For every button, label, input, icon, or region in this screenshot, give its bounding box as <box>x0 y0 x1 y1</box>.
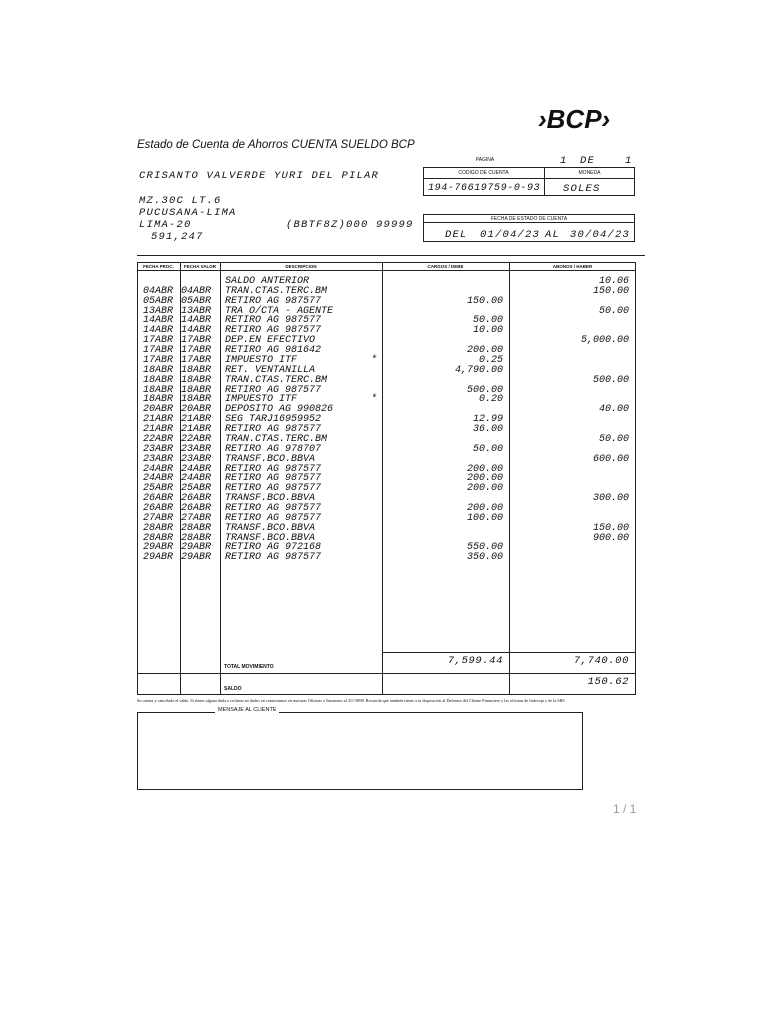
row-description: IMPUESTO ITF <box>225 394 298 406</box>
row-fecha-proc: 13ABR <box>143 305 174 317</box>
row-fecha-valor: 17ABR <box>181 335 212 347</box>
row-description: SEG TARJ16959952 <box>225 414 322 426</box>
row-itf-mark: * <box>371 354 378 366</box>
row-fecha-valor: 26ABR <box>181 493 212 505</box>
row-fecha-proc: 22ABR <box>143 433 174 445</box>
period-to: 30/04/23 <box>570 229 631 241</box>
row-cargo: 50.00 <box>472 443 503 455</box>
page-label: PAGINA <box>475 157 495 163</box>
row-fecha-valor: 29ABR <box>181 552 212 564</box>
saldo-value: 150.62 <box>587 676 629 688</box>
row-abono: 150.00 <box>592 285 629 297</box>
row-fecha-proc: 18ABR <box>143 384 174 396</box>
total-cargos: 7,599.44 <box>447 655 503 667</box>
account-box-divider <box>423 178 635 179</box>
row-fecha-valor: 24ABR <box>181 463 212 475</box>
row-cargo: 100.00 <box>466 512 503 524</box>
page-indicator: 1 / 1 <box>613 802 637 816</box>
row-description: TRANSF.BCO.BBVA <box>225 532 316 544</box>
row-fecha-proc: 18ABR <box>143 394 174 406</box>
row-fecha-proc: 29ABR <box>143 552 174 564</box>
row-fecha-proc: 28ABR <box>143 532 174 544</box>
statement-date-label: FECHA DE ESTADO DE CUENTA <box>490 216 568 222</box>
col-divider-2 <box>220 262 221 695</box>
row-description: RETIRO AG 987577 <box>225 295 322 307</box>
row-fecha-proc: 23ABR <box>143 443 174 455</box>
row-fecha-valor: 24ABR <box>181 473 212 485</box>
row-fecha-valor: 21ABR <box>181 424 212 436</box>
row-fecha-proc: 24ABR <box>143 473 174 485</box>
row-description: RETIRO AG 972168 <box>225 542 322 554</box>
row-description: TRA O/CTA - AGENTE <box>225 305 334 317</box>
row-fecha-valor: 23ABR <box>181 453 212 465</box>
customer-address-line-1: MZ.30C LT.6 <box>139 195 222 207</box>
row-abono: 10.06 <box>598 276 629 287</box>
row-cargo: 350.00 <box>466 552 503 564</box>
row-fecha-valor: 17ABR <box>181 345 212 357</box>
row-cargo: 36.00 <box>472 424 503 436</box>
row-description: RETIRO AG 987577 <box>225 463 322 475</box>
row-fecha-valor: 20ABR <box>181 404 212 416</box>
col-divider-4 <box>509 262 510 695</box>
row-abono: 300.00 <box>592 493 629 505</box>
row-abono: 150.00 <box>592 522 629 534</box>
row-cargo: 0.20 <box>478 394 503 406</box>
col-header-fecha-proc: FECHA PROC. <box>143 264 174 269</box>
row-itf-mark: * <box>371 394 378 406</box>
col-header-cargos: CARGOS / DEBE <box>427 264 464 269</box>
page-total: 1 <box>625 155 633 167</box>
row-cargo: 10.00 <box>472 325 503 337</box>
row-fecha-proc: 18ABR <box>143 374 174 386</box>
row-cargo: 4,790.00 <box>454 364 503 376</box>
statement-title: Estado de Cuenta de Ahorros CUENTA SUELDO BCP <box>137 139 415 151</box>
row-cargo: 200.00 <box>466 345 503 357</box>
col-header-fecha-valor: FECHA VALOR <box>184 264 216 269</box>
bcp-logo: ›BCP› <box>538 104 611 134</box>
page-of: DE <box>580 155 596 167</box>
row-fecha-proc: 21ABR <box>143 414 174 426</box>
row-description: RETIRO AG 987577 <box>225 384 322 396</box>
row-cargo: 12.99 <box>472 414 503 426</box>
row-description: DEP.EN EFECTIVO <box>225 335 316 347</box>
row-fecha-valor: 28ABR <box>181 532 212 544</box>
row-cargo: 200.00 <box>466 473 503 485</box>
total-abonos: 7,740.00 <box>573 655 629 667</box>
period-from: 01/04/23 <box>480 229 541 241</box>
row-fecha-proc: 28ABR <box>143 522 174 534</box>
row-cargo: 0.25 <box>478 354 503 366</box>
row-fecha-valor: 27ABR <box>181 512 212 524</box>
row-fecha-proc: 14ABR <box>143 325 174 337</box>
row-fecha-valor: 22ABR <box>181 433 212 445</box>
row-description: RETIRO AG 987577 <box>225 315 322 327</box>
header-separator <box>137 255 645 256</box>
row-fecha-valor: 05ABR <box>181 295 212 307</box>
row-abono: 40.00 <box>598 404 629 416</box>
row-cargo: 150.00 <box>466 295 503 307</box>
table-header-divider <box>137 270 636 271</box>
customer-address-line-2: PUCUSANA-LIMA <box>139 207 237 219</box>
row-fecha-valor: 26ABR <box>181 503 212 514</box>
row-fecha-valor: 17ABR <box>181 354 212 366</box>
row-abono: 50.00 <box>598 433 629 445</box>
row-abono: 50.00 <box>598 305 629 317</box>
col-header-descripcion: DESCRIPCION <box>285 264 317 269</box>
row-fecha-valor: 29ABR <box>181 542 212 554</box>
row-fecha-valor: 18ABR <box>181 384 212 396</box>
row-description: RET. VENTANILLA <box>225 364 316 376</box>
col-header-abonos: ABONOS / HABER <box>552 264 593 269</box>
row-fecha-valor: 28ABR <box>181 522 212 534</box>
client-message-box <box>137 712 583 790</box>
row-fecha-proc: 20ABR <box>143 404 174 416</box>
currency-value: SOLES <box>563 183 601 195</box>
row-fecha-proc: 14ABR <box>143 315 174 327</box>
row-fecha-valor: 25ABR <box>181 483 212 495</box>
row-fecha-proc: 25ABR <box>143 483 174 495</box>
row-description: TRAN.CTAS.TERC.BM <box>225 285 328 297</box>
row-description: DEPOSITO AG 990826 <box>225 404 334 416</box>
row-fecha-valor: 18ABR <box>181 364 212 376</box>
account-number-label: CODIGO DE CUENTA <box>458 170 509 176</box>
row-description: RETIRO AG 987577 <box>225 503 322 514</box>
row-fecha-proc: 04ABR <box>143 285 174 297</box>
col-divider-3 <box>382 262 383 695</box>
row-description: IMPUESTO ITF <box>225 354 298 366</box>
row-fecha-valor: 13ABR <box>181 305 212 317</box>
row-fecha-proc: 17ABR <box>143 345 174 357</box>
row-fecha-proc: 05ABR <box>143 295 174 307</box>
row-cargo: 200.00 <box>466 463 503 475</box>
row-cargo: 550.00 <box>466 542 503 554</box>
row-description: TRANSF.BCO.BBVA <box>225 453 316 465</box>
customer-address-line-3: LIMA-20 <box>139 219 192 231</box>
row-fecha-proc: 21ABR <box>143 424 174 436</box>
row-description: RETIRO AG 987577 <box>225 473 322 485</box>
row-fecha-proc: 27ABR <box>143 512 174 524</box>
currency-label: MONEDA <box>578 170 601 176</box>
transactions-table <box>137 262 636 695</box>
row-description: RETIRO AG 978707 <box>225 443 322 455</box>
row-description: TRAN.CTAS.TERC.BM <box>225 433 328 445</box>
row-abono: 500.00 <box>592 374 629 386</box>
period-al: AL <box>545 229 561 241</box>
footer-notes: Su cuenta y cancelado el saldo. Si tienes alguna duda o reclamo no dudes en contactarnos en nuestras Oficinas o llamarnos al 311-9898. Recuerda que también tienes a tu disposición al Defensor del Cliente Financiero y las oficinas de Indecopi y de la SBS <box>137 698 565 703</box>
table-total-divider <box>137 673 636 674</box>
row-cargo: 200.00 <box>466 483 503 495</box>
total-movement-label: TOTAL MOVIMIENTO <box>224 664 274 670</box>
customer-reference: 591,247 <box>151 231 204 243</box>
row-description: TRANSF.BCO.BBVA <box>225 522 316 534</box>
row-description: TRAN.CTAS.TERC.BM <box>225 374 328 386</box>
row-fecha-proc: 18ABR <box>143 364 174 376</box>
saldo-label: SALDO <box>224 686 242 692</box>
row-fecha-valor: 14ABR <box>181 325 212 337</box>
row-fecha-valor: 18ABR <box>181 394 212 406</box>
row-fecha-proc: 23ABR <box>143 453 174 465</box>
row-description: TRANSF.BCO.BBVA <box>225 493 316 505</box>
row-abono: 5,000.00 <box>580 335 629 347</box>
row-description: RETIRO AG 987577 <box>225 512 322 524</box>
row-fecha-valor: 14ABR <box>181 315 212 327</box>
row-description: RETIRO AG 987577 <box>225 552 322 564</box>
row-fecha-proc: 26ABR <box>143 493 174 505</box>
row-description: SALDO ANTERIOR <box>225 276 310 287</box>
row-abono: 900.00 <box>592 532 629 544</box>
customer-name: CRISANTO VALVERDE YURI DEL PILAR <box>139 170 380 182</box>
row-fecha-valor: 18ABR <box>181 374 212 386</box>
period-box-divider <box>423 222 635 223</box>
client-message-label: MENSAJE AL CLIENTE <box>215 707 279 713</box>
row-fecha-proc: 24ABR <box>143 463 174 475</box>
row-cargo: 50.00 <box>472 315 503 327</box>
row-fecha-valor: 04ABR <box>181 285 212 297</box>
row-fecha-proc: 17ABR <box>143 335 174 347</box>
account-number: 194-76619759-0-93 <box>428 183 541 194</box>
row-fecha-proc: 29ABR <box>143 542 174 554</box>
row-fecha-proc: 17ABR <box>143 354 174 366</box>
row-fecha-proc: 26ABR <box>143 503 174 514</box>
row-cargo: 200.00 <box>466 503 503 514</box>
row-fecha-valor: 23ABR <box>181 443 212 455</box>
customer-code: (BBTF8Z)000 99999 <box>286 219 414 231</box>
row-fecha-valor: 21ABR <box>181 414 212 426</box>
row-description: RETIRO AG 981642 <box>225 345 322 357</box>
row-description: RETIRO AG 987577 <box>225 424 322 436</box>
row-description: RETIRO AG 987577 <box>225 325 322 337</box>
row-cargo: 500.00 <box>466 384 503 396</box>
row-description: RETIRO AG 987577 <box>225 483 322 495</box>
period-del: DEL <box>445 229 468 241</box>
row-abono: 600.00 <box>592 453 629 465</box>
page-current: 1 <box>560 155 568 167</box>
